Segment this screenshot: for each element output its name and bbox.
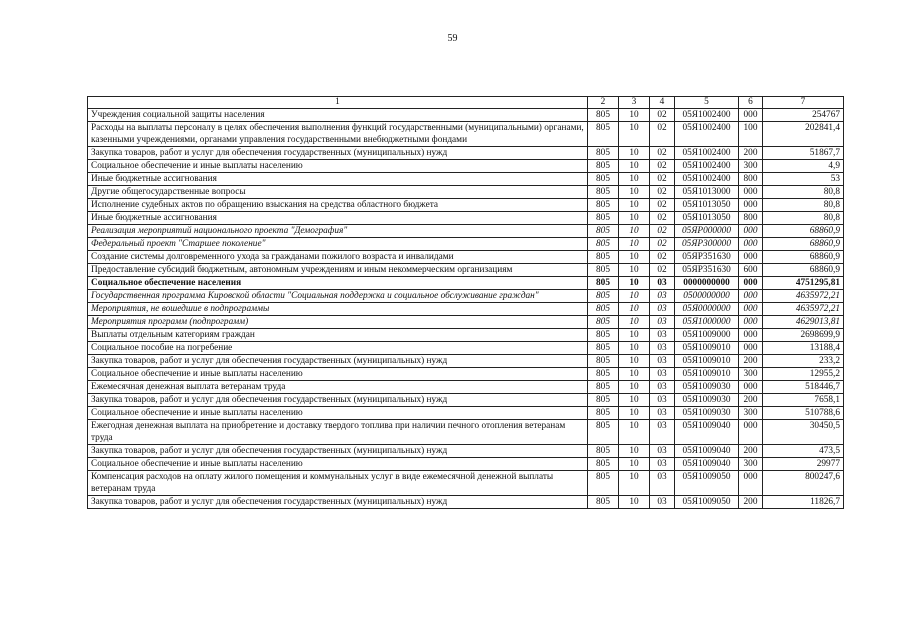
table-row [88, 199, 844, 212]
table-row [88, 251, 844, 264]
cell-subsection: 03 [650, 420, 675, 445]
cell-subsection: 03 [650, 342, 675, 355]
cell-section: 10 [619, 160, 650, 173]
cell-amount: 68860,9 [763, 225, 844, 238]
cell-target-item: 0000000000 [675, 277, 739, 290]
cell-subsection: 02 [650, 186, 675, 199]
cell-target-item: 05Я0000000 [675, 303, 739, 316]
header-col-1: 1 [88, 97, 588, 109]
cell-name: Социальное обеспечение и иные выплаты населению [88, 368, 588, 381]
header-col-3: 3 [619, 97, 650, 109]
cell-name: Компенсация расходов на оплату жилого помещения и коммунальных услуг в виде ежемесячной денежной выплаты ветеранам труда [88, 471, 588, 496]
cell-subsection: 02 [650, 212, 675, 225]
cell-target-item: 05ЯР351630 [675, 264, 739, 277]
cell-expense-type: 100 [739, 122, 763, 147]
cell-name: Социальное обеспечение населения [88, 277, 588, 290]
cell-section: 10 [619, 342, 650, 355]
cell-name: Ежемесячная денежная выплата ветеранам труда [88, 381, 588, 394]
cell-section: 10 [619, 173, 650, 186]
table-row [88, 445, 844, 458]
cell-expense-type: 000 [739, 471, 763, 496]
table-row [88, 109, 844, 122]
cell-section: 10 [619, 471, 650, 496]
cell-target-item: 05Я1013050 [675, 199, 739, 212]
cell-name: Мероприятия программ (подпрограмм) [88, 316, 588, 329]
cell-amount: 13188,4 [763, 342, 844, 355]
cell-amount: 30450,5 [763, 420, 844, 445]
cell-expense-type: 600 [739, 264, 763, 277]
cell-target-item: 05ЯР000000 [675, 225, 739, 238]
cell-amount: 202841,4 [763, 122, 844, 147]
cell-target-item: 05Я1009040 [675, 445, 739, 458]
cell-name: Выплаты отдельным категориям граждан [88, 329, 588, 342]
cell-subsection: 03 [650, 458, 675, 471]
cell-target-item: 05Я1002400 [675, 109, 739, 122]
cell-subsection: 02 [650, 160, 675, 173]
cell-expense-type: 000 [739, 238, 763, 251]
header-col-5: 5 [675, 97, 739, 109]
cell-admin-code: 805 [588, 212, 619, 225]
cell-admin-code: 805 [588, 471, 619, 496]
cell-expense-type: 800 [739, 173, 763, 186]
table-row [88, 290, 844, 303]
cell-target-item: 05ЯР300000 [675, 238, 739, 251]
cell-amount: 4635972,21 [763, 290, 844, 303]
cell-target-item: 05ЯР351630 [675, 251, 739, 264]
cell-subsection: 03 [650, 394, 675, 407]
cell-expense-type: 000 [739, 225, 763, 238]
cell-target-item: 05Я1002400 [675, 160, 739, 173]
cell-amount: 2698699,9 [763, 329, 844, 342]
cell-admin-code: 805 [588, 160, 619, 173]
cell-target-item: 05Я1009040 [675, 420, 739, 445]
cell-admin-code: 805 [588, 316, 619, 329]
cell-target-item: 05Я1009030 [675, 381, 739, 394]
cell-subsection: 02 [650, 251, 675, 264]
cell-amount: 518446,7 [763, 381, 844, 394]
budget-table [87, 96, 844, 509]
table-row [88, 147, 844, 160]
cell-name: Закупка товаров, работ и услуг для обеспечения государственных (муниципальных) нужд [88, 445, 588, 458]
cell-amount: 4751295,81 [763, 277, 844, 290]
cell-admin-code: 805 [588, 394, 619, 407]
cell-section: 10 [619, 122, 650, 147]
table-row [88, 238, 844, 251]
cell-name: Социальное пособие на погребение [88, 342, 588, 355]
cell-name: Иные бюджетные ассигнования [88, 173, 588, 186]
cell-admin-code: 805 [588, 381, 619, 394]
cell-admin-code: 805 [588, 251, 619, 264]
cell-admin-code: 805 [588, 458, 619, 471]
table-row [88, 173, 844, 186]
cell-name: Социальное обеспечение и иные выплаты населению [88, 160, 588, 173]
cell-subsection: 03 [650, 368, 675, 381]
cell-section: 10 [619, 368, 650, 381]
table-body [88, 109, 844, 509]
cell-name: Иные бюджетные ассигнования [88, 212, 588, 225]
cell-admin-code: 805 [588, 173, 619, 186]
cell-name: Социальное обеспечение и иные выплаты населению [88, 458, 588, 471]
cell-target-item: 05Я1013000 [675, 186, 739, 199]
cell-subsection: 03 [650, 381, 675, 394]
cell-name: Учреждения социальной защиты населения [88, 109, 588, 122]
cell-amount: 233,2 [763, 355, 844, 368]
cell-target-item: 05Я1009010 [675, 368, 739, 381]
cell-amount: 12955,2 [763, 368, 844, 381]
cell-subsection: 02 [650, 264, 675, 277]
cell-admin-code: 805 [588, 445, 619, 458]
cell-expense-type: 000 [739, 277, 763, 290]
cell-name: Создание системы долговременного ухода за гражданами пожилого возраста и инвалидами [88, 251, 588, 264]
cell-amount: 29977 [763, 458, 844, 471]
table-row [88, 420, 844, 445]
cell-section: 10 [619, 147, 650, 160]
cell-expense-type: 000 [739, 316, 763, 329]
cell-section: 10 [619, 329, 650, 342]
table-row [88, 264, 844, 277]
cell-name: Государственная программа Кировской области "Социальная поддержка и социальное обслуживание граждан" [88, 290, 588, 303]
cell-name: Социальное обеспечение и иные выплаты населению [88, 407, 588, 420]
cell-subsection: 03 [650, 277, 675, 290]
cell-amount: 473,5 [763, 445, 844, 458]
cell-target-item: 05Я1000000 [675, 316, 739, 329]
cell-section: 10 [619, 445, 650, 458]
cell-section: 10 [619, 238, 650, 251]
cell-expense-type: 000 [739, 329, 763, 342]
cell-section: 10 [619, 316, 650, 329]
cell-target-item: 05Я1009030 [675, 407, 739, 420]
cell-expense-type: 000 [739, 251, 763, 264]
cell-name: Закупка товаров, работ и услуг для обеспечения государственных (муниципальных) нужд [88, 147, 588, 160]
cell-target-item: 05Я1002400 [675, 147, 739, 160]
table-row [88, 303, 844, 316]
cell-section: 10 [619, 264, 650, 277]
cell-amount: 53 [763, 173, 844, 186]
cell-section: 10 [619, 355, 650, 368]
table-row [88, 225, 844, 238]
cell-subsection: 03 [650, 303, 675, 316]
table-row [88, 394, 844, 407]
header-col-7: 7 [763, 97, 844, 109]
table-row [88, 496, 844, 509]
table-header-row [88, 97, 844, 109]
cell-expense-type: 000 [739, 342, 763, 355]
cell-section: 10 [619, 251, 650, 264]
cell-name: Мероприятия, не вошедшие в подпрограммы [88, 303, 588, 316]
table-row [88, 342, 844, 355]
cell-amount: 4629013,81 [763, 316, 844, 329]
cell-target-item: 05Я1009010 [675, 355, 739, 368]
page-number: 59 [447, 33, 458, 44]
cell-section: 10 [619, 496, 650, 509]
cell-subsection: 02 [650, 225, 675, 238]
cell-name: Закупка товаров, работ и услуг для обеспечения государственных (муниципальных) нужд [88, 355, 588, 368]
table-row [88, 160, 844, 173]
cell-section: 10 [619, 109, 650, 122]
cell-section: 10 [619, 303, 650, 316]
cell-section: 10 [619, 212, 650, 225]
cell-admin-code: 805 [588, 147, 619, 160]
cell-expense-type: 200 [739, 496, 763, 509]
cell-name: Федеральный проект "Старшее поколение" [88, 238, 588, 251]
cell-target-item: 05Я1009050 [675, 471, 739, 496]
cell-admin-code: 805 [588, 277, 619, 290]
cell-admin-code: 805 [588, 368, 619, 381]
table-row [88, 212, 844, 225]
cell-subsection: 03 [650, 329, 675, 342]
table-row [88, 407, 844, 420]
cell-amount: 4,9 [763, 160, 844, 173]
table-row [88, 186, 844, 199]
cell-subsection: 02 [650, 199, 675, 212]
table-row [88, 122, 844, 147]
cell-target-item: 05Я1009010 [675, 342, 739, 355]
cell-amount: 51867,7 [763, 147, 844, 160]
cell-section: 10 [619, 290, 650, 303]
table-row [88, 277, 844, 290]
cell-target-item: 05Я1009000 [675, 329, 739, 342]
cell-expense-type: 000 [739, 109, 763, 122]
cell-amount: 510788,6 [763, 407, 844, 420]
cell-amount: 68860,9 [763, 238, 844, 251]
cell-admin-code: 805 [588, 264, 619, 277]
cell-amount: 80,8 [763, 212, 844, 225]
cell-section: 10 [619, 199, 650, 212]
cell-subsection: 03 [650, 290, 675, 303]
cell-admin-code: 805 [588, 225, 619, 238]
cell-admin-code: 805 [588, 355, 619, 368]
cell-amount: 254767 [763, 109, 844, 122]
cell-amount: 68860,9 [763, 251, 844, 264]
cell-name: Закупка товаров, работ и услуг для обеспечения государственных (муниципальных) нужд [88, 394, 588, 407]
cell-subsection: 03 [650, 445, 675, 458]
cell-name: Другие общегосударственные вопросы [88, 186, 588, 199]
table-row [88, 316, 844, 329]
cell-admin-code: 805 [588, 496, 619, 509]
cell-expense-type: 000 [739, 290, 763, 303]
cell-expense-type: 300 [739, 160, 763, 173]
cell-subsection: 03 [650, 316, 675, 329]
cell-subsection: 02 [650, 238, 675, 251]
cell-name: Предоставление субсидий бюджетным, автономным учреждениям и иным некоммерческим организациям [88, 264, 588, 277]
cell-subsection: 02 [650, 173, 675, 186]
cell-subsection: 03 [650, 355, 675, 368]
cell-section: 10 [619, 458, 650, 471]
cell-target-item: 05Я1002400 [675, 173, 739, 186]
cell-admin-code: 805 [588, 407, 619, 420]
cell-expense-type: 300 [739, 407, 763, 420]
table-row [88, 381, 844, 394]
cell-admin-code: 805 [588, 420, 619, 445]
header-col-6: 6 [739, 97, 763, 109]
cell-target-item: 0500000000 [675, 290, 739, 303]
cell-expense-type: 000 [739, 303, 763, 316]
cell-expense-type: 000 [739, 381, 763, 394]
header-col-2: 2 [588, 97, 619, 109]
table-row [88, 329, 844, 342]
table-row [88, 368, 844, 381]
cell-target-item: 05Я1009030 [675, 394, 739, 407]
cell-amount: 7658,1 [763, 394, 844, 407]
cell-amount: 11826,7 [763, 496, 844, 509]
cell-name: Исполнение судебных актов по обращению взыскания на средства областного бюджета [88, 199, 588, 212]
cell-admin-code: 805 [588, 290, 619, 303]
cell-name: Ежегодная денежная выплата на приобретение и доставку твердого топлива при наличии печного отопления ветеранам труда [88, 420, 588, 445]
cell-section: 10 [619, 186, 650, 199]
cell-name: Закупка товаров, работ и услуг для обеспечения государственных (муниципальных) нужд [88, 496, 588, 509]
cell-expense-type: 300 [739, 368, 763, 381]
cell-section: 10 [619, 420, 650, 445]
cell-expense-type: 200 [739, 355, 763, 368]
cell-expense-type: 000 [739, 186, 763, 199]
cell-section: 10 [619, 407, 650, 420]
cell-expense-type: 800 [739, 212, 763, 225]
cell-section: 10 [619, 394, 650, 407]
table-row [88, 471, 844, 496]
cell-amount: 80,8 [763, 186, 844, 199]
cell-expense-type: 300 [739, 458, 763, 471]
cell-subsection: 02 [650, 147, 675, 160]
cell-target-item: 05Я1009050 [675, 496, 739, 509]
cell-target-item: 05Я1002400 [675, 122, 739, 147]
cell-admin-code: 805 [588, 122, 619, 147]
cell-amount: 68860,9 [763, 264, 844, 277]
cell-section: 10 [619, 381, 650, 394]
cell-admin-code: 805 [588, 329, 619, 342]
cell-section: 10 [619, 225, 650, 238]
cell-admin-code: 805 [588, 109, 619, 122]
cell-subsection: 03 [650, 471, 675, 496]
cell-expense-type: 000 [739, 199, 763, 212]
cell-amount: 800247,6 [763, 471, 844, 496]
cell-target-item: 05Я1013050 [675, 212, 739, 225]
table-row [88, 458, 844, 471]
cell-amount: 80,8 [763, 199, 844, 212]
cell-expense-type: 000 [739, 420, 763, 445]
cell-expense-type: 200 [739, 445, 763, 458]
cell-admin-code: 805 [588, 238, 619, 251]
cell-name: Расходы на выплаты персоналу в целях обеспечения выполнения функций государственными (муниципальными) органами, казенными учреждениями, органами управления государственными внебюджетными фондами [88, 122, 588, 147]
cell-admin-code: 805 [588, 199, 619, 212]
cell-section: 10 [619, 277, 650, 290]
cell-subsection: 03 [650, 496, 675, 509]
cell-admin-code: 805 [588, 342, 619, 355]
cell-admin-code: 805 [588, 186, 619, 199]
cell-subsection: 02 [650, 122, 675, 147]
cell-admin-code: 805 [588, 303, 619, 316]
cell-expense-type: 200 [739, 394, 763, 407]
table-row [88, 355, 844, 368]
cell-target-item: 05Я1009040 [675, 458, 739, 471]
cell-amount: 4635972,21 [763, 303, 844, 316]
cell-subsection: 03 [650, 407, 675, 420]
header-col-4: 4 [650, 97, 675, 109]
cell-subsection: 02 [650, 109, 675, 122]
cell-name: Реализация мероприятий национального проекта "Демография" [88, 225, 588, 238]
cell-expense-type: 200 [739, 147, 763, 160]
